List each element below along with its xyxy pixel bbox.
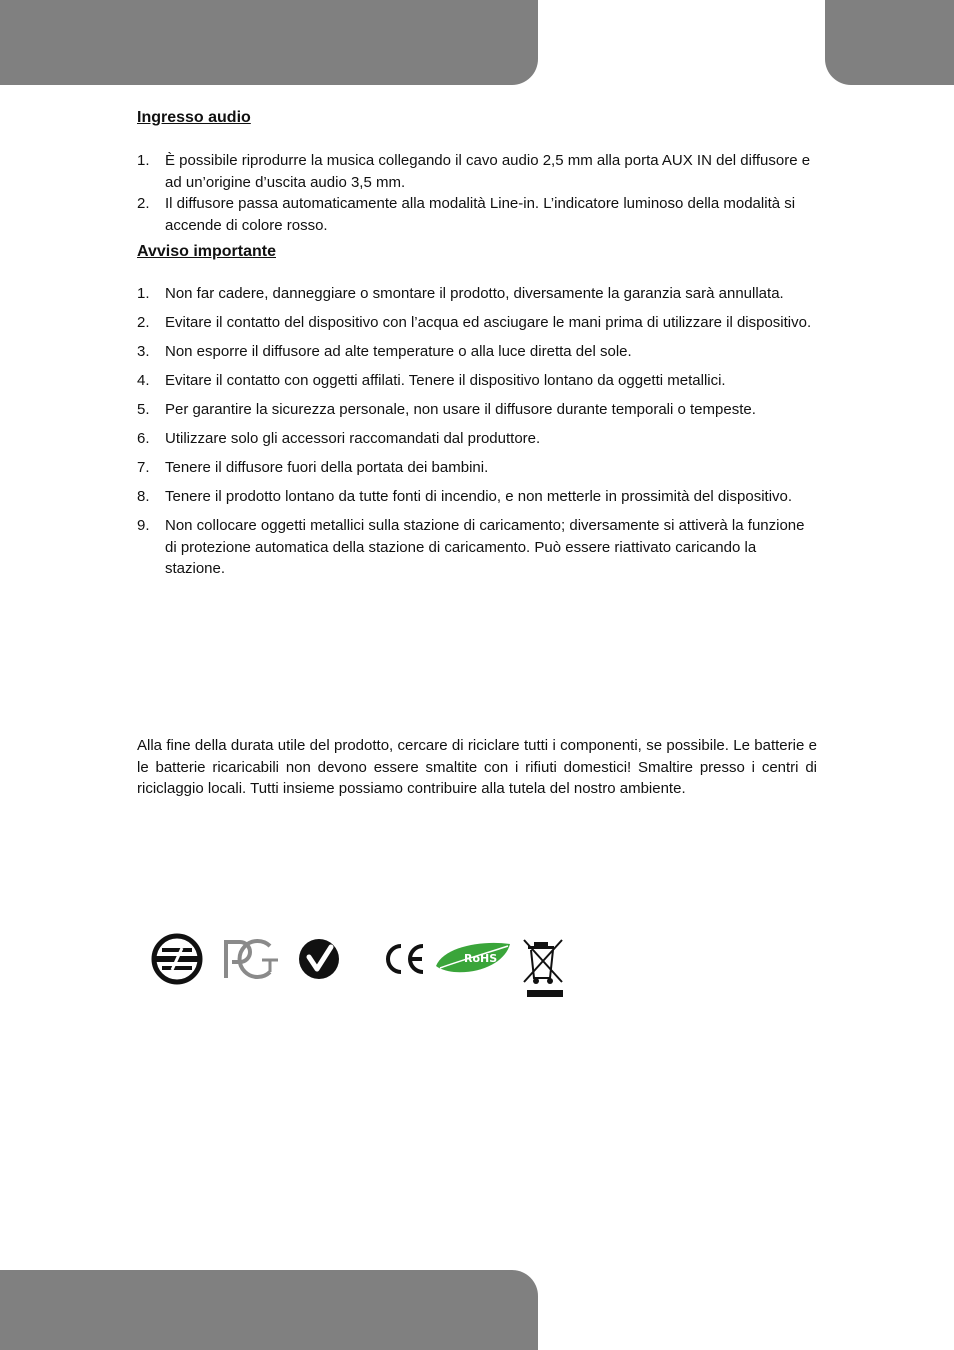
pct-certification-icon bbox=[222, 936, 282, 982]
list-item-number: 9. bbox=[137, 517, 150, 534]
list-item-text: Evitare il contatto del dispositivo con l’acqua ed asciugare le mani prima di utilizzare il dispositivo. bbox=[165, 314, 812, 331]
list-item-number: 6. bbox=[137, 430, 150, 447]
notice-list bbox=[137, 283, 817, 587]
list-item-text: Non far cadere, danneggiare o smontare il prodotto, diversamente la garanzia sarà annullata. bbox=[165, 285, 784, 302]
rohs-logo bbox=[434, 938, 514, 978]
footer-tab-left bbox=[0, 1270, 538, 1350]
list-item bbox=[137, 150, 817, 193]
audio-in-list bbox=[137, 150, 817, 236]
list-item-number: 1. bbox=[137, 285, 150, 302]
notice-heading: Avviso importante bbox=[137, 243, 276, 260]
list-item-text: Non esporre il diffusore ad alte temperature o alla luce diretta del sole. bbox=[165, 343, 632, 360]
list-item bbox=[137, 312, 817, 334]
header-tab-right bbox=[825, 0, 954, 85]
ce-mark-icon bbox=[382, 942, 426, 976]
list-item-text: Tenere il prodotto lontano da tutte fonti di incendio, e non metterle in prossimità del dispositivo. bbox=[165, 488, 793, 505]
header-tab-left bbox=[0, 0, 538, 85]
weee-bin-icon bbox=[522, 936, 566, 1000]
list-item bbox=[137, 457, 817, 479]
list-item-text: Per garantire la sicurezza personale, non usare il diffusore durante temporali o tempeste. bbox=[165, 401, 756, 418]
audio-in-heading: Ingresso audio bbox=[137, 109, 251, 126]
list-item bbox=[137, 341, 817, 363]
list-item-text: Utilizzare solo gli accessori raccomandati dal produttore. bbox=[165, 430, 541, 447]
list-item-number: 3. bbox=[137, 343, 150, 360]
bsmi-certification-icon bbox=[150, 932, 204, 986]
list-item-text: È possibile riprodurre la musica collegando il cavo audio 2,5 mm alla porta AUX IN del diffusore e ad un’origine d’uscita audio 3,5 mm. bbox=[165, 152, 811, 191]
list-item bbox=[137, 193, 817, 236]
list-item bbox=[137, 370, 817, 392]
list-item-number: 5. bbox=[137, 401, 150, 418]
list-item bbox=[137, 486, 817, 508]
list-item bbox=[137, 399, 817, 421]
list-item-text: Non collocare oggetti metallici sulla stazione di caricamento; diversamente si attiverà la funzione di protezione automatica della stazione di caricamento. Può essere riattivato caricando la stazione. bbox=[165, 517, 805, 577]
list-item-number: 2. bbox=[137, 195, 150, 212]
rohs-label: RoHS bbox=[464, 952, 498, 965]
c-tick-certification-icon bbox=[297, 937, 341, 981]
list-item-number: 2. bbox=[137, 314, 150, 331]
list-item bbox=[137, 515, 817, 580]
list-item-number: 7. bbox=[137, 459, 150, 476]
list-item bbox=[137, 428, 817, 450]
list-item-number: 8. bbox=[137, 488, 150, 505]
list-item-text: Il diffusore passa automaticamente alla modalità Line-in. L’indicatore luminoso della modalità si accende di colore rosso. bbox=[165, 195, 796, 234]
list-item-text: Tenere il diffusore fuori della portata dei bambini. bbox=[165, 459, 489, 476]
recycling-paragraph: Alla fine della durata utile del prodotto, cercare di riciclare tutti i componenti, se possibile. Le batterie e le batterie ricaricabili non devono essere smaltite con i rifiuti domestici! Smaltire presso i centri di riciclaggio locali. Tutti insieme possiamo contribuire alla tutela del nostro ambiente. bbox=[137, 737, 817, 797]
list-item-number: 4. bbox=[137, 372, 150, 389]
list-item-number: 1. bbox=[137, 152, 150, 169]
certification-logos bbox=[150, 932, 570, 1002]
list-item-text: Evitare il contatto con oggetti affilati. Tenere il dispositivo lontano da oggetti metallici. bbox=[165, 372, 726, 389]
list-item bbox=[137, 283, 817, 305]
